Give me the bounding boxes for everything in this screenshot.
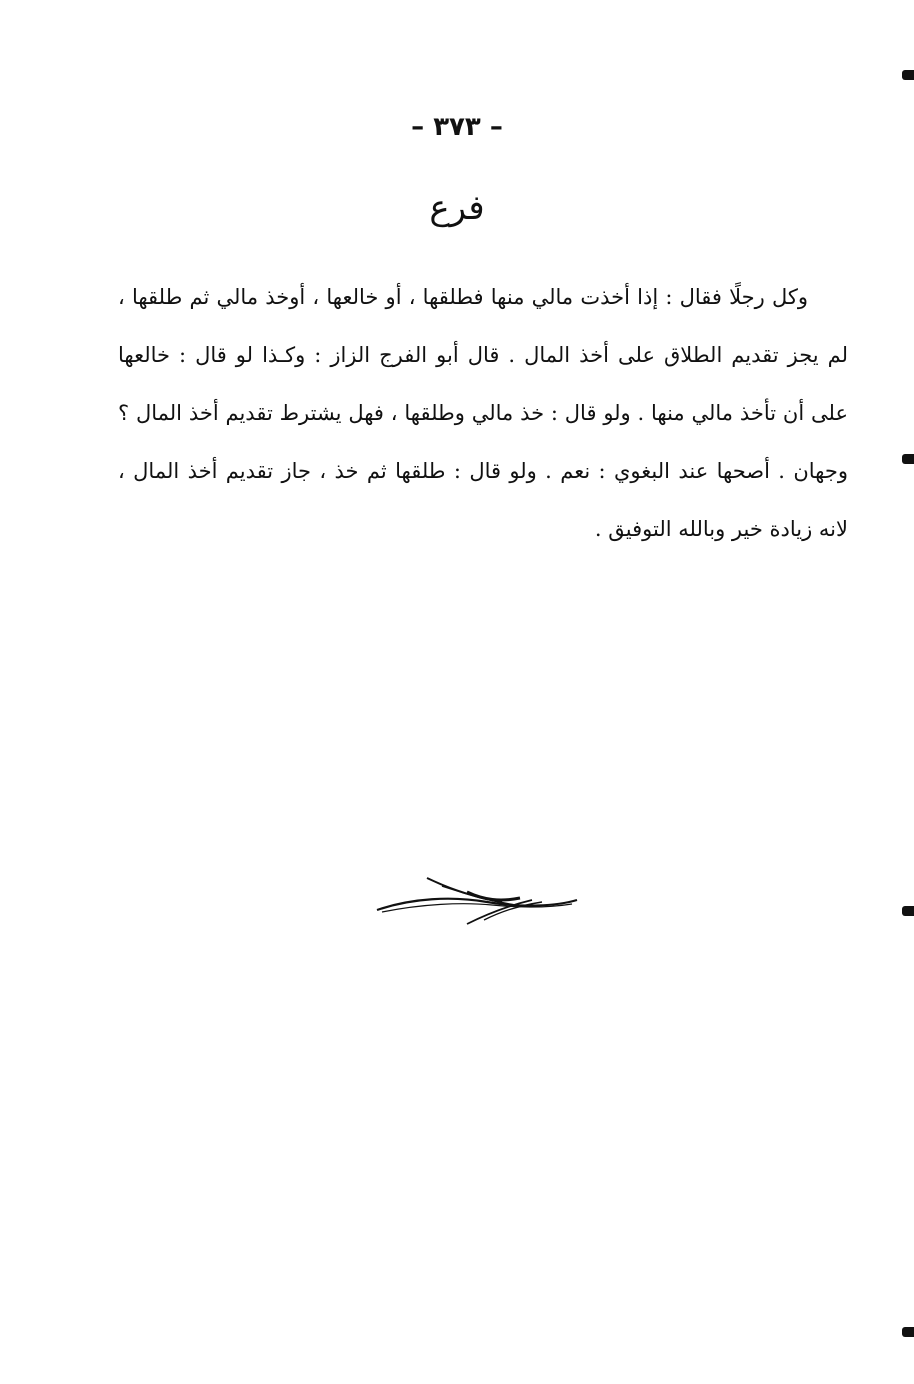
- page-number: – ٣٧٣ –: [411, 112, 503, 142]
- calligraphic-flourish-icon: [372, 872, 582, 932]
- page-edge-mark: [902, 70, 914, 80]
- page-edge-mark: [902, 1327, 914, 1337]
- page-edge-mark: [902, 454, 914, 464]
- body-text: [118, 268, 848, 558]
- page-edge-mark: [902, 906, 914, 916]
- section-heading: فرع: [429, 188, 485, 228]
- paragraph: وكل رجلًا فقال : إذا أخذت مالي منها فطلقها ، أو خالعها ، أوخذ مالي ثم طلقها ، لم يجز تقديم الطلاق على أخذ المال . قال أبو الفرج الزاز : وكـذا لو قال : خالعها على أن تأخذ مالي منها . ولو قال : خذ مالي وطلقها ، فهل يشترط تقديم أخذ المال ؟ وجهان . أصحها عند البغوي : نعم . ولو قال : طلقها ثم خذ ، جاز تقديم أخذ المال ، لانه زيادة خير وبالله التوفيق .: [118, 285, 848, 541]
